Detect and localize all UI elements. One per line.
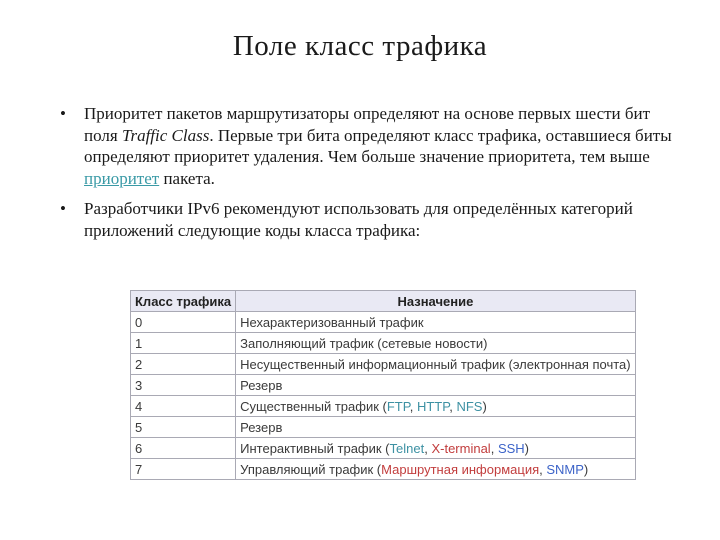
table-header	[131, 291, 636, 312]
purpose-cell: Существенный трафик (FTP, HTTP, NFS)	[236, 396, 635, 417]
traffic-class-cell: 5	[131, 417, 236, 438]
purpose-cell: Нехарактеризованный трафик	[236, 312, 635, 333]
traffic-table-body	[131, 312, 636, 480]
purpose-cell: Интерактивный трафик (Telnet, X-terminal, SSH)	[236, 438, 635, 459]
table-row	[131, 312, 636, 333]
traffic-class-table-container	[130, 290, 636, 480]
traffic-class-cell: 0	[131, 312, 236, 333]
bullet-text: Разработчики IPv6 рекомендуют использовать для определённых категорий приложений следующие коды класса трафика:	[84, 199, 633, 240]
table-row	[131, 375, 636, 396]
purpose-cell: Резерв	[236, 417, 635, 438]
slide-title: Поле класс трафика	[232, 30, 488, 62]
ssh-link[interactable]: SSH	[497, 440, 525, 456]
table-row	[131, 354, 636, 375]
traffic-class-cell: 7	[131, 459, 236, 480]
header-purpose: Назначение	[236, 291, 635, 312]
bullet-item-2	[50, 198, 686, 241]
traffic-class-table	[130, 290, 636, 480]
bullet-list	[50, 103, 686, 241]
traffic-class-cell: 2	[131, 354, 236, 375]
table-row	[131, 417, 636, 438]
purpose-cell: Несущественный информационный трафик (электронная почта)	[236, 354, 635, 375]
bullet-text: . Первые три бита определяют класс трафика, оставшиеся биты определяют приоритет удаления. Чем больше значение приоритета, тем выше	[84, 125, 672, 166]
bullet-item-1	[50, 103, 686, 189]
x-terminal-link[interactable]: X-terminal	[431, 440, 491, 456]
traffic-class-cell: 1	[131, 333, 236, 354]
routing-info-link[interactable]: Маршрутная информация	[381, 461, 540, 477]
traffic-class-cell: 6	[131, 438, 236, 459]
table-row	[131, 396, 636, 417]
purpose-cell: Резерв	[236, 375, 635, 396]
table-row	[131, 333, 636, 354]
table-row	[131, 459, 636, 480]
http-link[interactable]: HTTP	[416, 398, 450, 414]
bullet-text: пакета.	[159, 168, 215, 188]
traffic-class-italic: Traffic Class	[121, 125, 210, 145]
telnet-link[interactable]: Telnet	[389, 440, 425, 456]
ftp-link[interactable]: FTP	[386, 398, 410, 414]
snmp-link[interactable]: SNMP	[546, 461, 584, 477]
header-traffic-class: Класс трафика	[131, 291, 236, 312]
traffic-class-cell: 3	[131, 375, 236, 396]
table-row	[131, 438, 636, 459]
purpose-cell: Управляющий трафик (Маршрутная информация, SNMP)	[236, 459, 635, 480]
bullet-text: Приоритет пакетов маршрутизаторы определяют на основе первых шести бит поля	[84, 104, 651, 145]
purpose-cell: Заполняющий трафик (сетевые новости)	[236, 333, 635, 354]
nfs-link[interactable]: NFS	[456, 398, 483, 414]
priority-link[interactable]: приоритет	[84, 168, 160, 188]
traffic-class-cell: 4	[131, 396, 236, 417]
